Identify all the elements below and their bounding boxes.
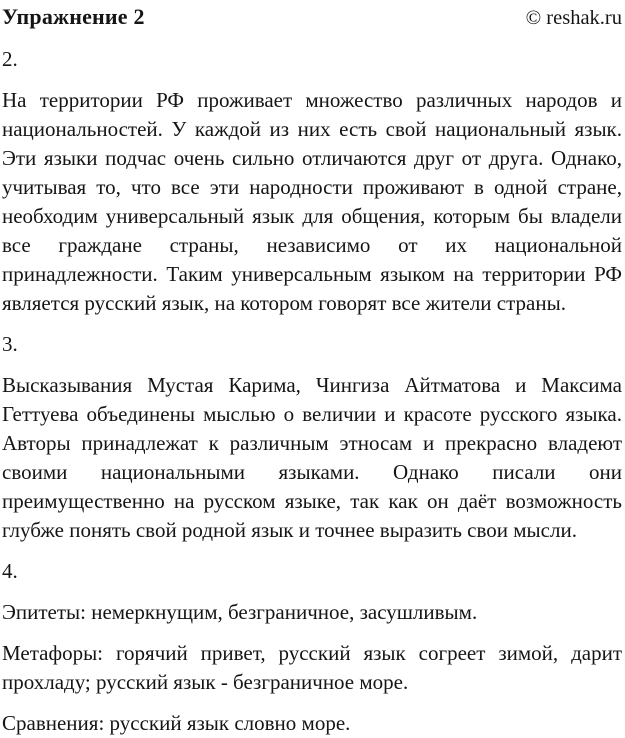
copyright-watermark: © reshak.ru: [525, 7, 622, 29]
text-line: национальностей. У каждой из них есть свой национальный язык.: [2, 117, 622, 141]
text-line: необходим универсальный язык для общения, которым бы владели: [2, 204, 622, 228]
text-line: принадлежности. Таким универсальным языком на территории РФ: [2, 262, 622, 286]
exercise-title: Упражнение 2: [2, 4, 145, 29]
text-line: Геттуева объединены мыслью о величии и красоте русского языка.: [2, 402, 622, 426]
section-3-paragraph: [2, 371, 622, 545]
text-line: все граждане страны, независимо от их национальной: [2, 233, 622, 257]
text-line: Эти языки подчас очень сильно отличаются друг от друга. Однако,: [2, 146, 622, 170]
text-line: Сравнения: русский язык словно море.: [2, 711, 351, 735]
text-line: преимущественно на русском языке, так как он даёт возможность: [2, 489, 622, 513]
text-line: своими национальными языками. Однако писали они: [2, 460, 622, 484]
text-line: глубже понять свой родной язык и точнее выразить свои мысли.: [2, 518, 577, 542]
text-line: учитывая то, что все эти народности проживают в одной стране,: [2, 175, 622, 199]
section-2-number: 2.: [2, 47, 18, 71]
section-4-epithets-paragraph: [2, 598, 622, 627]
text-line: Эпитеты: немеркнущим, безграничное, засушливым.: [2, 600, 478, 624]
section-3-number: 3.: [2, 332, 18, 356]
document-page: [2, 2, 622, 738]
section-4-number: 4.: [2, 559, 18, 583]
section-4-metaphors-paragraph: [2, 639, 622, 697]
page-header: [2, 2, 622, 33]
text-line: Авторы принадлежат к различным этносам и прекрасно владеют: [2, 431, 622, 455]
text-line: Высказывания Мустая Карима, Чингиза Айтматова и Максима: [2, 373, 622, 397]
text-line: прохладу; русский язык - безграничное море.: [2, 670, 409, 694]
section-2-paragraph: [2, 86, 622, 318]
text-line: На территории РФ проживает множество различных народов и: [2, 88, 622, 112]
text-line: является русский язык, на котором говорят все жители страны.: [2, 291, 566, 315]
text-line: Метафоры: горячий привет, русский язык согреет зимой, дарит: [2, 641, 622, 665]
